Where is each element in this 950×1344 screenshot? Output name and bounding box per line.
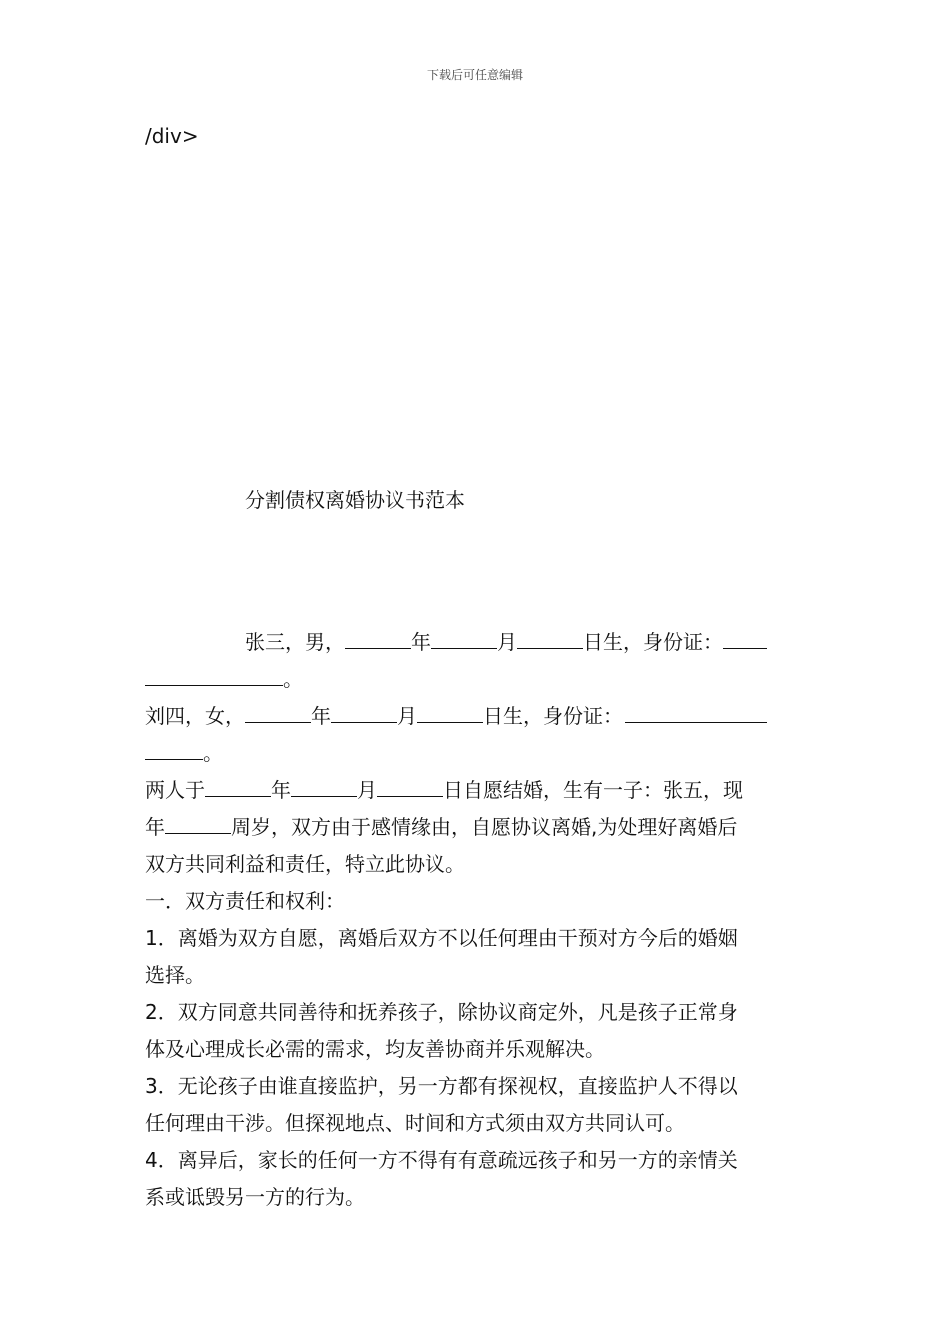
- blank-field: [517, 626, 583, 649]
- document-title: 分割债权离婚协议书范本: [245, 488, 465, 512]
- section-1-item-2-line-1: 2．双方同意共同善待和抚养孩子，除协议商定外，凡是孩子正常身: [145, 1000, 738, 1024]
- month-label: 月: [397, 704, 417, 728]
- year-label: 年: [411, 630, 431, 654]
- year-label: 年: [271, 778, 291, 802]
- party-b-line-1: [145, 698, 807, 735]
- blank-field: [431, 626, 497, 649]
- blank-field: [345, 626, 411, 649]
- blank-field: [417, 700, 483, 723]
- blank-field: [625, 700, 767, 723]
- section-1-item-3-line-1: 3．无论孩子由谁直接监护，另一方都有探视权，直接监护人不得以: [145, 1074, 738, 1098]
- day-id-label: 日生，身份证：: [583, 630, 723, 654]
- blank-field: [205, 774, 271, 797]
- age-prefix: 年: [145, 815, 165, 839]
- stray-markup-text: /div>: [145, 124, 199, 148]
- party-b-name-sex: 刘四，女，: [145, 704, 245, 728]
- section-1-item-3-line-2: 任何理由干涉。但探视地点、时间和方式须由双方共同认可。: [145, 1111, 685, 1135]
- marriage-rest-2: 周岁，双方由于感情缘由，自愿协议离婚,为处理好离婚后: [231, 815, 738, 839]
- party-b-line-2: [145, 735, 807, 772]
- section-1-item-4-line-1: 4．离异后，家长的任何一方不得有有意疏远孩子和另一方的亲情关: [145, 1148, 738, 1172]
- section-1-item-1-line-1: 1．离婚为双方自愿，离婚后双方不以任何理由干预对方今后的婚姻: [145, 926, 738, 950]
- marriage-line-2: [145, 809, 807, 846]
- day-id-label: 日生，身份证：: [483, 704, 623, 728]
- marriage-prefix: 两人于: [145, 778, 205, 802]
- blank-field: [377, 774, 443, 797]
- page-header: 下载后可任意编辑: [426, 68, 523, 82]
- month-label: 月: [497, 630, 517, 654]
- blank-field: [245, 700, 311, 723]
- section-1-item-4-line-2: 系或诋毁另一方的行为。: [145, 1185, 365, 1209]
- year-label: 年: [311, 704, 331, 728]
- document-body: [145, 624, 807, 1216]
- blank-field: [723, 626, 767, 649]
- blank-field: [145, 663, 283, 686]
- party-a-line-2: [145, 661, 807, 698]
- section-1-heading: 一．双方责任和权利：: [145, 889, 345, 913]
- party-a-name-sex: 张三，男，: [245, 630, 345, 654]
- party-b-end: 。: [203, 741, 223, 765]
- month-label: 月: [357, 778, 377, 802]
- section-1-item-1-line-2: 选择。: [145, 963, 205, 987]
- party-a-end: 。: [283, 667, 303, 691]
- blank-field: [145, 737, 203, 760]
- marriage-line-1: [145, 772, 807, 809]
- section-1-item-2-line-2: 体及心理成长必需的需求，均友善协商并乐观解决。: [145, 1037, 605, 1061]
- blank-field: [331, 700, 397, 723]
- blank-field: [291, 774, 357, 797]
- marriage-line-3: 双方共同利益和责任，特立此协议。: [145, 852, 465, 876]
- blank-field: [165, 811, 231, 834]
- party-a-line-1: [145, 624, 807, 661]
- marriage-rest-1: 日自愿结婚，生有一子：张五，现: [443, 778, 743, 802]
